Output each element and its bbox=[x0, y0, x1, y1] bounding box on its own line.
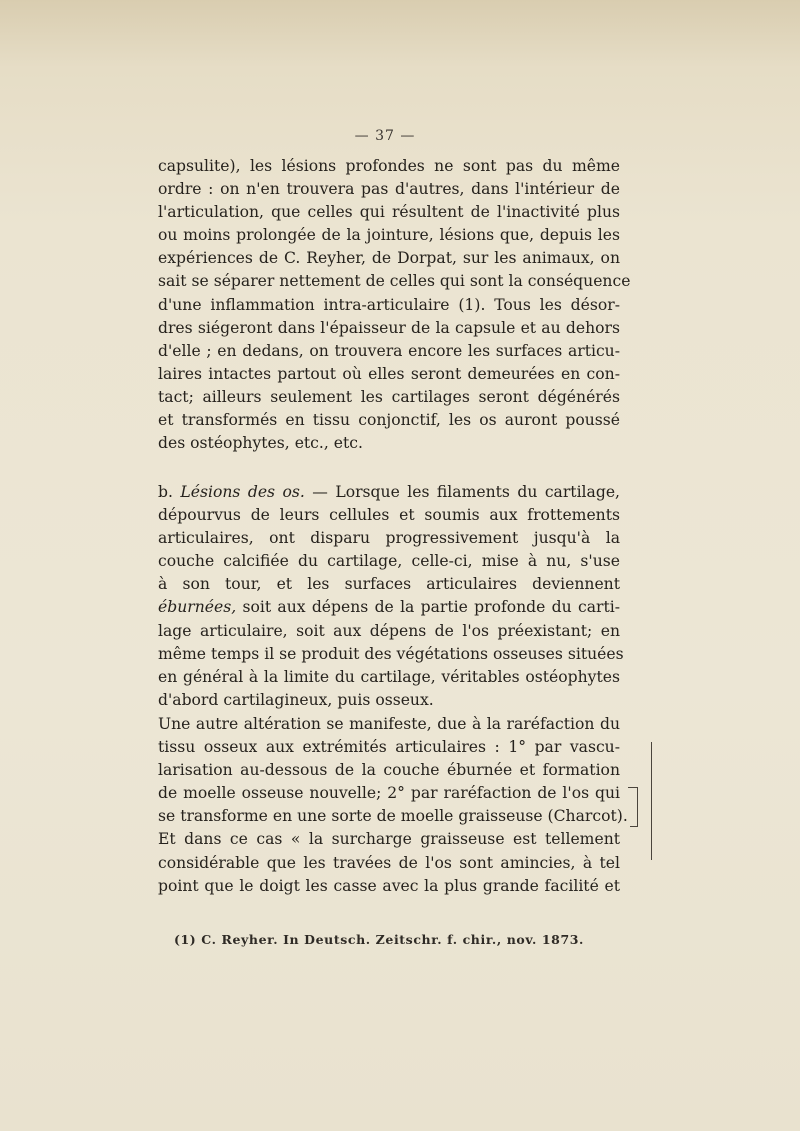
section-letter: b. bbox=[158, 483, 181, 501]
text-line: l'articulation, que celles qui résultent de l'inactivité plus bbox=[158, 203, 620, 222]
text-line: lage articulaire, soit aux dépens de l'os préexistant; en bbox=[158, 621, 620, 640]
text-line: laires intactes partout où elles seront demeurées en con- bbox=[158, 364, 620, 383]
paragraph-lesions-des-os bbox=[158, 481, 624, 712]
text-run: — Lorsque les filaments du cartilage, bbox=[304, 483, 621, 501]
text-line: en général à la limite du cartilage, véritables ostéophytes bbox=[158, 667, 620, 686]
margin-line-mark bbox=[651, 742, 652, 860]
margin-bracket-mark bbox=[630, 826, 637, 827]
text-line: expériences de C. Reyher, de Dorpat, sur les animaux, on bbox=[158, 249, 620, 268]
text-line: articulaires, ont disparu progressivement jusqu'à la bbox=[158, 529, 620, 548]
text-line: point que le doigt les casse avec la plus grande facilité et bbox=[158, 876, 620, 895]
text-line: dres siégeront dans l'épaisseur de la capsule et au dehors bbox=[158, 318, 620, 337]
text-line: à son tour, et les surfaces articulaires deviennent bbox=[158, 575, 620, 594]
section-title: Lésions des os. bbox=[180, 483, 305, 501]
text-line: considérable que les travées de l'os sont amincies, à tel bbox=[158, 853, 620, 872]
text-line-heading bbox=[158, 481, 620, 504]
margin-bracket-mark bbox=[628, 787, 637, 788]
text-line: et transformés en tissu conjonctif, les os auront poussé bbox=[158, 411, 620, 430]
text-line bbox=[158, 596, 620, 619]
text-line: tact; ailleurs seulement les cartilages seront dégénérés bbox=[158, 387, 620, 406]
text-line: couche calcifiée du cartilage, celle-ci, mise à nu, s'use bbox=[158, 552, 620, 571]
text-line: tissu osseux aux extrémités articulaires : 1° par vascu- bbox=[158, 738, 620, 757]
text-line: larisation au-dessous de la couche éburnée et formation bbox=[158, 761, 620, 780]
paragraph-capsulite bbox=[158, 155, 631, 455]
text-line: même temps il se produit des végétations osseuses situées bbox=[158, 644, 624, 663]
text-run: soit aux dépens de la partie profonde du carti- bbox=[236, 598, 620, 617]
italic-term: éburnées, bbox=[158, 598, 237, 617]
text-line: des ostéophytes, etc., etc. bbox=[158, 434, 363, 453]
paragraph-alteration bbox=[158, 713, 628, 898]
text-line: dépourvus de leurs cellules et soumis aux frottements bbox=[158, 506, 620, 525]
text-line: de moelle osseuse nouvelle; 2° par raréfaction de l'os qui bbox=[158, 784, 620, 803]
margin-bracket-mark bbox=[637, 787, 638, 827]
text-line: capsulite), les lésions profondes ne sont pas du même bbox=[158, 157, 620, 175]
footnote: (1) C. Reyher. In Deutsch. Zeitschr. f. chir., nov. 1873. bbox=[174, 932, 585, 947]
text-line: ou moins prolongée de la jointure, lésions que, depuis les bbox=[158, 226, 620, 245]
text-line: sait se séparer nettement de celles qui sont la conséquence bbox=[158, 272, 631, 291]
text-line: Et dans ce cas « la surcharge graisseuse est tellement bbox=[158, 830, 620, 849]
text-line: ordre : on n'en trouvera pas d'autres, dans l'intérieur de bbox=[158, 180, 620, 199]
text-line: Une autre altération se manifeste, due à la raréfaction du bbox=[158, 715, 620, 733]
text-line: se transforme en une sorte de moelle graisseuse (Charcot). bbox=[158, 807, 628, 826]
text-line: d'elle ; en dedans, on trouvera encore les surfaces articu- bbox=[158, 341, 620, 360]
page-number: — 37 — bbox=[354, 128, 416, 144]
text-line: d'abord cartilagineux, puis osseux. bbox=[158, 690, 434, 709]
text-line: d'une inflammation intra-articulaire (1). Tous les désor- bbox=[158, 295, 620, 314]
